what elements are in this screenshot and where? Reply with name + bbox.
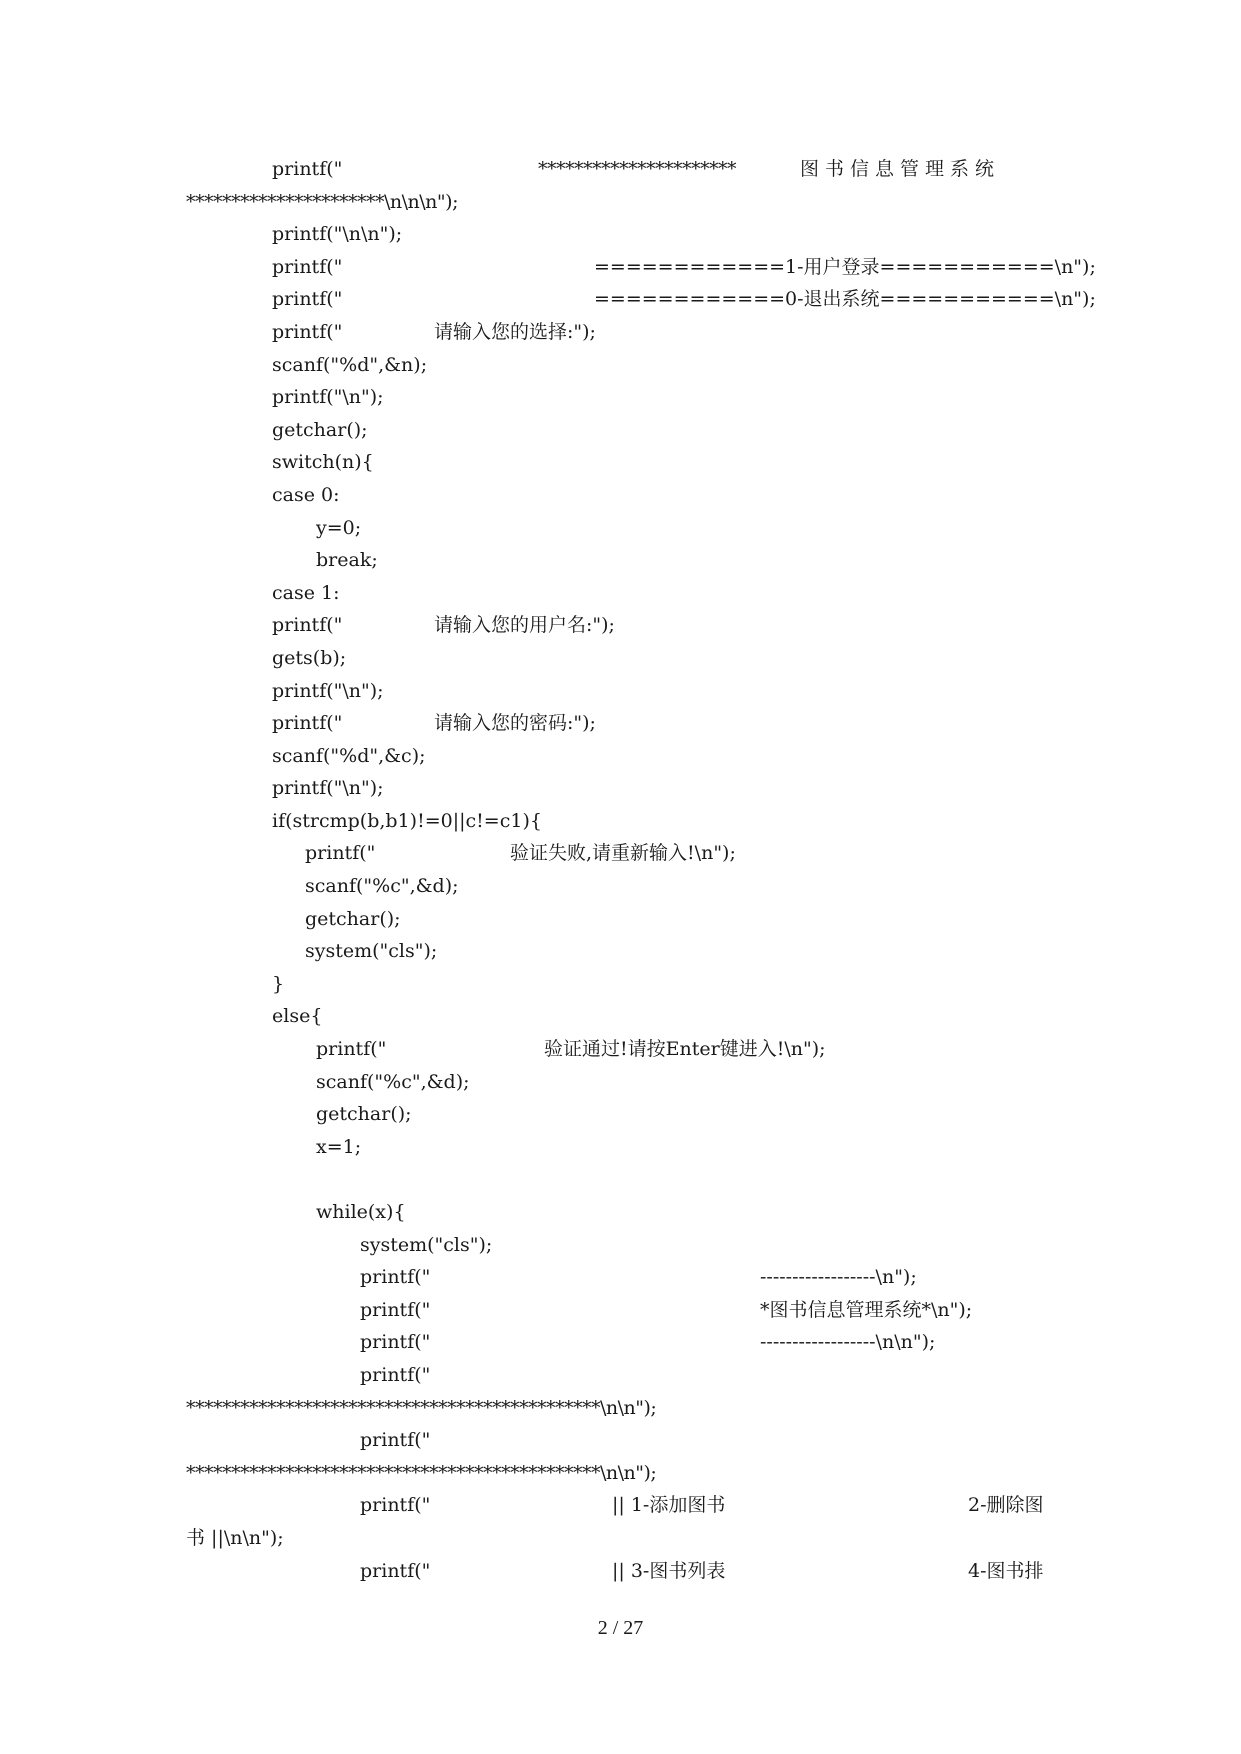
code-text: 4-图书排 bbox=[968, 1559, 1044, 1582]
code-line bbox=[0, 1326, 1241, 1359]
code-listing bbox=[0, 153, 1241, 1587]
code-text: 请输入您的选择:"); bbox=[434, 320, 596, 343]
code-text: 验证通过!请按Enter键进入!\n"); bbox=[544, 1038, 826, 1061]
code-text: 图书信息管理系统 bbox=[800, 158, 1001, 180]
code-text: getchar(); bbox=[316, 1103, 412, 1126]
code-text: printf(" bbox=[360, 1559, 431, 1582]
code-line bbox=[0, 1229, 1241, 1262]
code-text: printf("\n"); bbox=[272, 386, 384, 409]
code-text: printf(" bbox=[305, 842, 376, 865]
code-line bbox=[0, 1131, 1241, 1164]
code-line bbox=[0, 1163, 1241, 1196]
code-text: scanf("%d",&n); bbox=[272, 353, 428, 376]
code-line bbox=[0, 186, 1241, 219]
code-text: while(x){ bbox=[316, 1201, 406, 1223]
code-line bbox=[0, 707, 1241, 740]
code-line bbox=[0, 316, 1241, 349]
code-line bbox=[0, 381, 1241, 414]
code-line bbox=[0, 642, 1241, 675]
code-line bbox=[0, 935, 1241, 968]
code-text: switch(n){ bbox=[272, 451, 374, 474]
code-text: 2-删除图 bbox=[968, 1494, 1044, 1517]
code-text: printf(" bbox=[272, 158, 343, 180]
code-line bbox=[0, 479, 1241, 512]
code-line bbox=[0, 1261, 1241, 1294]
code-line bbox=[0, 446, 1241, 479]
code-line bbox=[0, 349, 1241, 382]
code-text: printf("\n\n"); bbox=[272, 223, 403, 246]
code-text: getchar(); bbox=[305, 907, 401, 930]
code-text: x=1; bbox=[316, 1135, 362, 1158]
code-line bbox=[0, 414, 1241, 447]
code-text: printf("\n"); bbox=[272, 679, 384, 702]
code-line bbox=[0, 740, 1241, 773]
code-text: y=0; bbox=[316, 516, 362, 539]
code-text: gets(b); bbox=[272, 646, 347, 669]
code-line bbox=[0, 218, 1241, 251]
code-line bbox=[0, 153, 1241, 186]
code-text: **********************\n\n\n"); bbox=[186, 190, 458, 213]
code-text: 请输入您的密码:"); bbox=[434, 712, 596, 735]
code-text: case 1: bbox=[272, 581, 340, 604]
code-line bbox=[0, 870, 1241, 903]
code-text: scanf("%c",&d); bbox=[316, 1070, 470, 1093]
code-text: printf(" bbox=[360, 1266, 431, 1289]
code-text: printf(" bbox=[316, 1038, 387, 1061]
code-text: 验证失败,请重新输入!\n"); bbox=[510, 842, 736, 865]
code-text: printf(" bbox=[360, 1494, 431, 1517]
code-line bbox=[0, 1294, 1241, 1327]
code-text: if(strcmp(b,b1)!=0||c!=c1){ bbox=[272, 809, 542, 832]
code-text: printf(" bbox=[360, 1363, 431, 1386]
code-text: system("cls"); bbox=[360, 1233, 493, 1256]
code-text: system("cls"); bbox=[305, 940, 438, 963]
code-line bbox=[0, 609, 1241, 642]
code-line bbox=[0, 1424, 1241, 1457]
code-text: ------------------\n"); bbox=[760, 1266, 917, 1289]
code-line bbox=[0, 1359, 1241, 1392]
code-text: 书 ||\n\n"); bbox=[186, 1526, 284, 1549]
page-number: 2 / 27 bbox=[597, 1617, 644, 1639]
code-line bbox=[0, 1066, 1241, 1099]
code-text: printf(" bbox=[272, 712, 343, 735]
code-text: printf(" bbox=[360, 1331, 431, 1354]
code-line bbox=[0, 675, 1241, 708]
code-text: printf(" bbox=[360, 1298, 431, 1321]
code-text: || 3-图书列表 bbox=[612, 1559, 726, 1582]
code-line bbox=[0, 544, 1241, 577]
code-text: printf(" bbox=[272, 320, 343, 343]
code-text: scanf("%d",&c); bbox=[272, 744, 426, 767]
code-line bbox=[0, 1033, 1241, 1066]
code-text: } bbox=[272, 972, 285, 995]
code-text: printf(" bbox=[272, 614, 343, 637]
code-line bbox=[0, 837, 1241, 870]
code-line bbox=[0, 577, 1241, 610]
code-text: **********************************************\n\n"); bbox=[186, 1461, 657, 1484]
code-line bbox=[0, 283, 1241, 316]
code-text: getchar(); bbox=[272, 418, 368, 441]
code-line bbox=[0, 1457, 1241, 1490]
code-line bbox=[0, 1522, 1241, 1555]
code-line bbox=[0, 1392, 1241, 1425]
code-text: ============0-退出系统===========\n"); bbox=[594, 288, 1096, 311]
code-text: else{ bbox=[272, 1005, 323, 1028]
code-line bbox=[0, 1000, 1241, 1033]
code-line bbox=[0, 1196, 1241, 1229]
code-text: printf("\n"); bbox=[272, 777, 384, 800]
code-line bbox=[0, 1489, 1241, 1522]
code-text: **********************************************\n\n"); bbox=[186, 1396, 657, 1419]
code-line bbox=[0, 512, 1241, 545]
code-line bbox=[0, 251, 1241, 284]
code-text: ============1-用户登录===========\n"); bbox=[594, 255, 1096, 278]
code-line bbox=[0, 1098, 1241, 1131]
code-text: *图书信息管理系统*\n"); bbox=[760, 1298, 973, 1321]
code-line bbox=[0, 772, 1241, 805]
code-text: 请输入您的用户名:"); bbox=[434, 614, 615, 637]
code-text: ------------------\n\n"); bbox=[760, 1331, 936, 1354]
code-text: printf(" bbox=[272, 288, 343, 311]
code-line bbox=[0, 903, 1241, 936]
code-text: || 1-添加图书 bbox=[612, 1494, 726, 1517]
code-text: ********************** bbox=[538, 158, 736, 180]
code-line bbox=[0, 805, 1241, 838]
code-text: break; bbox=[316, 549, 378, 572]
code-text: printf(" bbox=[360, 1429, 431, 1452]
code-text: case 0: bbox=[272, 483, 340, 506]
code-line bbox=[0, 1555, 1241, 1588]
code-text: printf(" bbox=[272, 255, 343, 278]
code-text: scanf("%c",&d); bbox=[305, 875, 459, 898]
code-line bbox=[0, 968, 1241, 1001]
